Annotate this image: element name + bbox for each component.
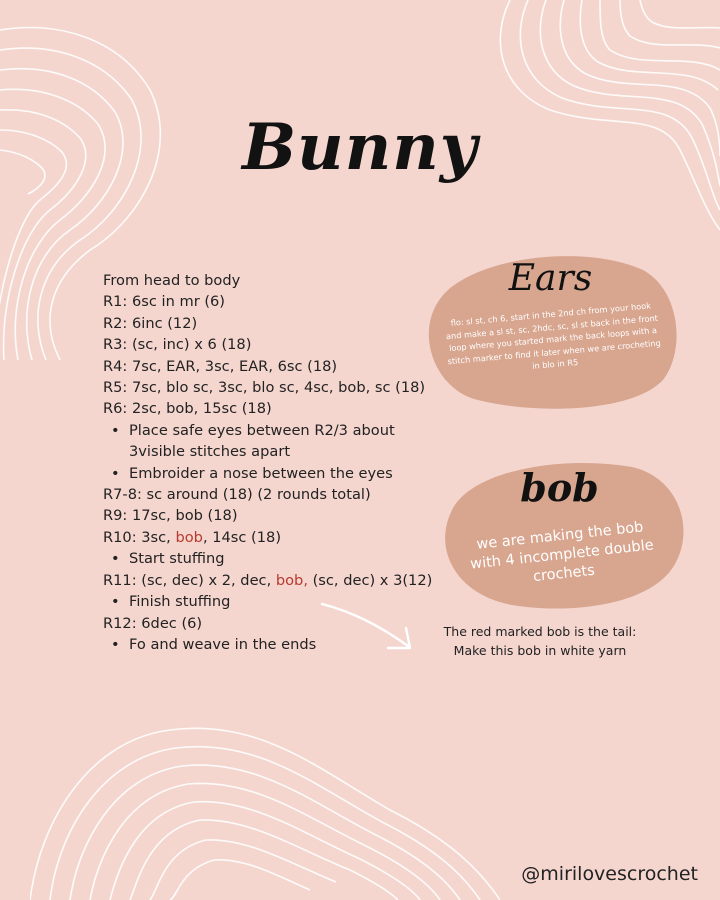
pattern-text: R5: 7sc, blo sc, 3sc, blo sc, 4sc, bob, sc (18) bbox=[103, 379, 426, 397]
pattern-row bbox=[103, 484, 433, 505]
tail-note-line-2: Make this bob in white yarn bbox=[453, 643, 627, 658]
page-title: Bunny bbox=[242, 110, 478, 185]
wave-decoration-bottom bbox=[30, 700, 500, 900]
tail-note-line-1: The red marked bob is the tail: bbox=[443, 624, 637, 639]
pattern-row bbox=[103, 398, 433, 419]
pattern-instructions bbox=[103, 270, 433, 655]
pattern-row bbox=[103, 313, 433, 334]
pattern-row bbox=[103, 527, 433, 548]
pattern-text: R9: 17sc, bob (18) bbox=[103, 507, 238, 525]
pattern-text: Fo and weave in the ends bbox=[129, 635, 317, 653]
pattern-text: R12: 6dec (6) bbox=[103, 614, 203, 632]
tail-bob-highlight: bob, bbox=[275, 571, 308, 589]
pattern-text: , 14sc (18) bbox=[202, 528, 282, 546]
pattern-text: R7-8: sc around (18) (2 rounds total) bbox=[103, 486, 371, 504]
bob-description: we are making the bob with 4 incomplete double crochets bbox=[469, 519, 655, 586]
pattern-row bbox=[103, 270, 433, 291]
pattern-text: From head to body bbox=[103, 272, 241, 289]
pattern-row bbox=[103, 570, 433, 591]
tail-bob-highlight: bob bbox=[175, 528, 203, 546]
pattern-text: R3: (sc, inc) x 6 (18) bbox=[103, 336, 252, 354]
pattern-text: Place safe eyes between R2/3 about 3visible stitches apart bbox=[129, 421, 395, 461]
ears-title: Ears bbox=[508, 258, 593, 299]
pattern-bullet bbox=[103, 548, 433, 569]
pattern-bullet bbox=[103, 463, 433, 484]
pattern-bullet bbox=[103, 634, 433, 655]
pattern-text: Embroider a nose between the eyes bbox=[129, 464, 393, 482]
pattern-row bbox=[103, 613, 433, 634]
pattern-row bbox=[103, 505, 433, 526]
bob-card bbox=[432, 455, 687, 615]
pattern-text: (sc, dec) x 3(12) bbox=[307, 571, 433, 589]
pattern-text: R1: 6sc in mr (6) bbox=[103, 293, 226, 311]
pattern-text: R11: (sc, dec) x 2, dec, bbox=[103, 571, 276, 589]
pattern-text: R6: 2sc, bob, 15sc (18) bbox=[103, 400, 272, 418]
social-handle: @mirilovescrochet bbox=[521, 863, 698, 885]
tail-note bbox=[420, 622, 660, 660]
pattern-text: Finish stuffing bbox=[129, 593, 231, 611]
pattern-bullet bbox=[103, 591, 433, 612]
pattern-text: R4: 7sc, EAR, 3sc, EAR, 6sc (18) bbox=[103, 357, 338, 375]
pattern-bullet bbox=[103, 420, 429, 463]
pattern-row bbox=[103, 377, 433, 398]
pattern-text: R10: 3sc, bbox=[103, 528, 176, 546]
pattern-row bbox=[103, 334, 433, 355]
bob-title: bob bbox=[520, 465, 599, 510]
pattern-row bbox=[103, 291, 433, 312]
pattern-text: Start stuffing bbox=[129, 550, 225, 568]
ears-card bbox=[418, 250, 683, 410]
ears-instructions: flo: sl st, ch 6, start in the 2nd ch from your hook and make a sl st, sc, 2hdc, sc, sl st back in the front loop where you started mark the back loops with a stitch marker to find it later when we are crocheting in blo in R5 bbox=[445, 300, 662, 371]
pattern-text: R2: 6inc (12) bbox=[103, 314, 198, 332]
pattern-row bbox=[103, 356, 433, 377]
